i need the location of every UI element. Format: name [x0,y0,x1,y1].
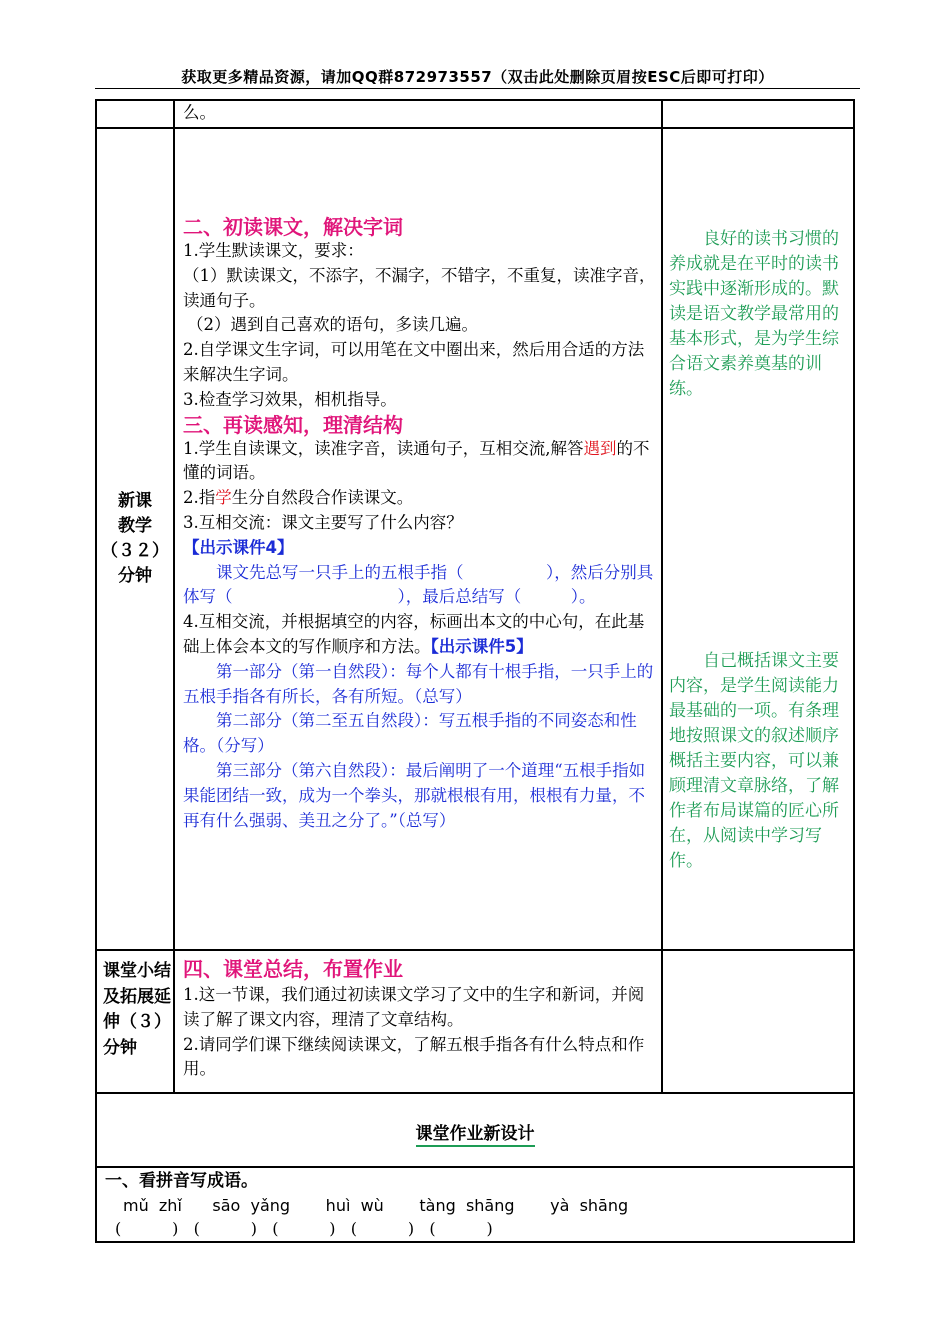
highlight-text: 学 [215,488,232,508]
homework-title [95,1119,855,1144]
list-item: （2）遇到自己喜欢的语句，多读几遍。 [187,315,478,335]
table-line [95,99,97,1243]
structure-part: 第一部分（第一自然段）：每个人都有十根手指，一只手上的五根手指各有所长，各有所短。（总写） [183,661,654,706]
table-line [95,1092,855,1094]
fill-blank-text: 课文先总写一只手上的五根手指（ ），然后分别具体写（ ），最后总结写（ ）。 [183,562,654,607]
lesson-table [95,99,855,1243]
list-item: 1.这一节课，我们通过初读课文学习了文中的生字和新词，并阅读了解了课文内容，理清了文章结构。 [183,985,645,1029]
text-span: 的不懂的词语。 [183,438,650,483]
text-span: 4.互相交流，并根据填空的内容，标画出本文的中心句，在此基础上体会本文的写作顺序和方法。 [183,612,645,656]
table-line [853,99,855,1243]
table-line [95,127,855,129]
header-rule [95,88,860,89]
label-line: 新课 [118,491,152,511]
table-line [173,99,175,1094]
design-note: 自己概括课文主要内容，是学生阅读能力最基础的一项。有条理地按照课文的叙述顺序概括主要内容，可以兼顾理清文章脉络，了解作者布局谋篇的匠心所在，从阅读中学习写作。 [669,651,839,871]
pinyin-row: mǔ zhǐ sāo yǎng huì wù tàng shāng yà shāng [123,1196,629,1215]
section-title: 二、初读课文，解决字词 [183,215,403,239]
text-span: 2.指 [183,488,216,508]
list-item: 3.检查学习效果，相机指导。 [183,389,397,409]
list-item: 2.自学课文生字词，可以用笔在文中圈出来，然后用合适的方法来解决生字词。 [183,340,645,384]
courseware-tag: 【出示课件5】 [430,636,533,656]
question-title: 一、看拼音写成语。 [105,1171,258,1191]
list-item [183,610,659,660]
label-line: 教学 [118,516,152,536]
list-item: 3.互相交流：课文主要写了什么内容？ [183,512,463,532]
text-span: 1.学生自读课文，读准字音，读通句子，互相交流,解答 [183,438,584,458]
label-line: 分钟 [118,566,152,586]
list-item [183,486,659,511]
text-span: 生分自然段合作读课文。 [231,488,414,508]
list-item: 1.学生默读课文，要求： [183,241,364,260]
structure-part: 第三部分（第六自然段）：最后阐明了一个道理“五根手指如果能团结一致，成为一个拳头，那就根根有用，根根有力量，不再有什么强弱、美丑之分了。”（总写） [183,760,646,830]
summary-content [183,957,659,1082]
row-label-summary: 课堂小结及拓展延伸（３）分钟 [103,961,171,1058]
list-item [183,437,659,487]
table-line [661,99,663,1094]
list-item: 2.请同学们课下继续阅读课文，了解五根手指各有什么特点和作用。 [183,1034,645,1079]
table-line [95,1241,855,1243]
list-item: （1）默读课文，不添字，不漏字，不错字，不重复，读准字音，读通句子。 [183,265,656,310]
continued-line: 么。 [183,103,216,122]
highlight-text: 遇到 [583,438,617,458]
row-label-new-lesson [99,489,171,589]
section-title: 三、再读感知，理清结构 [183,412,403,437]
design-note: 良好的读书习惯的养成就是在平时的读书实践中逐渐形成的。默读是语文教学最常用的基本形式，是为学生综合语文素养奠基的训练。 [669,229,839,399]
structure-part: 第二部分（第二至五自然段）：写五根手指的不同姿态和性格。（分写） [183,711,637,756]
label-line: （３２） [101,541,169,561]
courseware-tag: 【出示课件4】 [183,537,294,557]
answer-blanks[interactable]: ( ) ( ) ( ) ( ) ( ) [115,1219,493,1238]
table-line [95,1166,855,1168]
continued-text [183,101,216,126]
section-title: 四、课堂总结，布置作业 [183,957,403,981]
table-line [95,949,855,951]
homework-title-text: 课堂作业新设计 [416,1124,535,1147]
page-header: 获取更多精品资源，请加QQ群872973557（双击此处删除页眉按ESC后即可打印） [181,68,774,86]
new-lesson-content [183,215,659,833]
